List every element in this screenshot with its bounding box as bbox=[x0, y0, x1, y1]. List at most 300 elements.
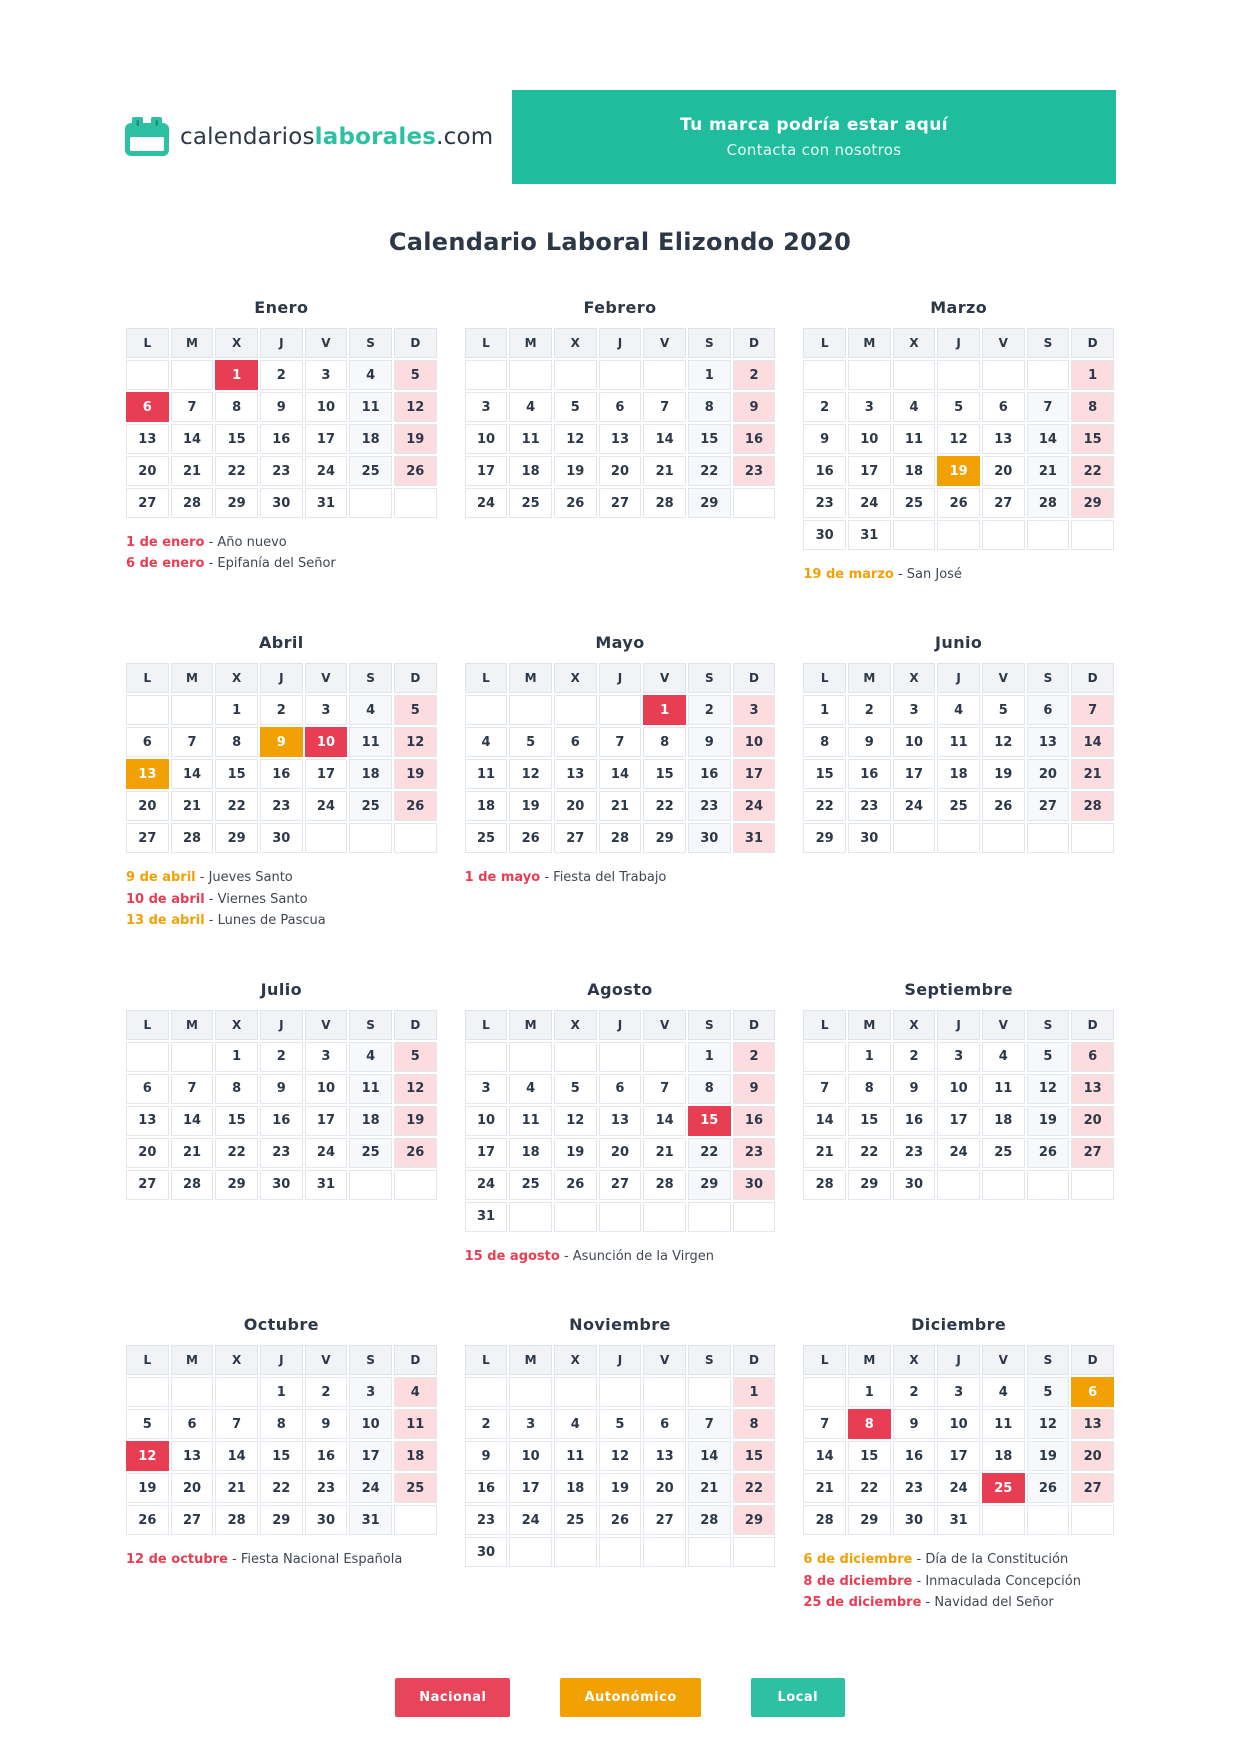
month-calendar bbox=[801, 326, 1116, 552]
weekday-header: M bbox=[848, 1345, 891, 1375]
day-cell: 1 bbox=[1071, 360, 1114, 390]
holiday-note bbox=[126, 889, 439, 910]
day-cell: 6 bbox=[982, 392, 1025, 422]
day-cell: 17 bbox=[937, 1106, 980, 1136]
day-cell: 28 bbox=[803, 1505, 846, 1535]
month-abril bbox=[124, 633, 439, 931]
day-cell: 14 bbox=[1071, 727, 1114, 757]
weekday-header: J bbox=[599, 663, 642, 693]
empty-cell bbox=[509, 1202, 552, 1232]
day-cell: 16 bbox=[893, 1106, 936, 1136]
empty-cell bbox=[599, 695, 642, 725]
holiday-note bbox=[126, 867, 439, 888]
weekday-header: J bbox=[937, 663, 980, 693]
weekday-header: V bbox=[982, 328, 1025, 358]
day-cell: 31 bbox=[848, 520, 891, 550]
day-cell: 23 bbox=[848, 791, 891, 821]
day-cell: 25 bbox=[554, 1505, 597, 1535]
weekday-header: M bbox=[848, 1010, 891, 1040]
weekday-header: L bbox=[803, 1010, 846, 1040]
empty-cell bbox=[893, 360, 936, 390]
weekday-header: S bbox=[1027, 663, 1070, 693]
weekday-header: D bbox=[1071, 328, 1114, 358]
day-cell: 11 bbox=[893, 424, 936, 454]
day-cell: 24 bbox=[465, 488, 508, 518]
day-cell: 8 bbox=[803, 727, 846, 757]
day-cell: 1 bbox=[215, 360, 258, 390]
day-cell: 4 bbox=[509, 392, 552, 422]
day-cell: 26 bbox=[599, 1505, 642, 1535]
day-cell: 18 bbox=[982, 1441, 1025, 1471]
day-cell: 16 bbox=[260, 1106, 303, 1136]
empty-cell bbox=[509, 695, 552, 725]
page bbox=[124, 90, 1116, 1717]
day-cell: 21 bbox=[643, 456, 686, 486]
empty-cell bbox=[305, 823, 348, 853]
month-title: Noviembre bbox=[569, 1315, 671, 1335]
month-calendar bbox=[124, 661, 439, 855]
weekday-header: V bbox=[643, 1345, 686, 1375]
day-cell: 28 bbox=[215, 1505, 258, 1535]
ad-banner-headline: Tu marca podría estar aquí bbox=[680, 115, 948, 135]
day-cell: 13 bbox=[126, 424, 169, 454]
empty-cell bbox=[688, 1537, 731, 1567]
day-cell: 30 bbox=[260, 1170, 303, 1200]
weekday-header: S bbox=[688, 1345, 731, 1375]
holiday-note bbox=[465, 867, 778, 888]
day-cell: 28 bbox=[1027, 488, 1070, 518]
day-cell: 31 bbox=[349, 1505, 392, 1535]
day-cell: 21 bbox=[1071, 759, 1114, 789]
empty-cell bbox=[171, 695, 214, 725]
day-cell: 4 bbox=[349, 360, 392, 390]
day-cell: 19 bbox=[509, 791, 552, 821]
month-title: Julio bbox=[260, 979, 302, 999]
weekday-header: L bbox=[803, 328, 846, 358]
day-cell: 28 bbox=[599, 823, 642, 853]
day-cell: 10 bbox=[937, 1074, 980, 1104]
weekday-header: L bbox=[126, 1345, 169, 1375]
empty-cell bbox=[937, 823, 980, 853]
day-cell: 5 bbox=[394, 695, 437, 725]
day-cell: 29 bbox=[215, 823, 258, 853]
day-cell: 2 bbox=[465, 1409, 508, 1439]
day-cell: 29 bbox=[803, 823, 846, 853]
weekday-header: S bbox=[688, 328, 731, 358]
weekday-header: X bbox=[893, 1345, 936, 1375]
day-cell: 15 bbox=[643, 759, 686, 789]
day-cell: 11 bbox=[509, 1106, 552, 1136]
day-cell: 19 bbox=[599, 1473, 642, 1503]
weekday-header: X bbox=[554, 663, 597, 693]
empty-cell bbox=[1071, 520, 1114, 550]
day-cell: 18 bbox=[982, 1106, 1025, 1136]
day-cell: 3 bbox=[733, 695, 776, 725]
weekday-header: X bbox=[215, 328, 258, 358]
day-cell: 27 bbox=[171, 1505, 214, 1535]
day-cell: 2 bbox=[260, 1042, 303, 1072]
day-cell: 11 bbox=[554, 1441, 597, 1471]
empty-cell bbox=[982, 823, 1025, 853]
holiday-note bbox=[126, 910, 439, 931]
day-cell: 1 bbox=[848, 1042, 891, 1072]
holiday-notes bbox=[801, 564, 1116, 585]
weekday-header: X bbox=[215, 1345, 258, 1375]
weekday-header: L bbox=[465, 663, 508, 693]
holiday-notes bbox=[463, 1246, 778, 1267]
empty-cell bbox=[688, 1202, 731, 1232]
month-octubre bbox=[124, 1315, 439, 1570]
day-cell: 24 bbox=[848, 488, 891, 518]
day-cell: 27 bbox=[643, 1505, 686, 1535]
day-cell: 14 bbox=[688, 1441, 731, 1471]
weekday-header: J bbox=[260, 328, 303, 358]
day-cell: 1 bbox=[215, 695, 258, 725]
holiday-notes bbox=[124, 1549, 439, 1570]
legend-local-button[interactable]: Local bbox=[751, 1678, 845, 1717]
holiday-note bbox=[465, 1246, 778, 1267]
holiday-note-text: - Asunción de la Virgen bbox=[559, 1248, 714, 1264]
empty-cell bbox=[599, 1537, 642, 1567]
month-junio bbox=[801, 633, 1116, 855]
day-cell: 13 bbox=[599, 1106, 642, 1136]
day-cell: 20 bbox=[1071, 1441, 1114, 1471]
weekday-header: J bbox=[260, 1345, 303, 1375]
day-cell: 13 bbox=[982, 424, 1025, 454]
empty-cell bbox=[554, 1042, 597, 1072]
holiday-note bbox=[803, 1549, 1116, 1570]
day-cell: 3 bbox=[305, 360, 348, 390]
day-cell: 15 bbox=[803, 759, 846, 789]
day-cell: 6 bbox=[126, 1074, 169, 1104]
day-cell: 5 bbox=[554, 392, 597, 422]
holiday-note-date: 1 de enero bbox=[126, 535, 205, 550]
day-cell: 14 bbox=[803, 1106, 846, 1136]
month-febrero bbox=[463, 298, 778, 520]
day-cell: 21 bbox=[215, 1473, 258, 1503]
day-cell: 27 bbox=[1027, 791, 1070, 821]
day-cell: 30 bbox=[688, 823, 731, 853]
day-cell: 8 bbox=[848, 1409, 891, 1439]
day-cell: 8 bbox=[1071, 392, 1114, 422]
day-cell: 12 bbox=[554, 424, 597, 454]
day-cell: 4 bbox=[394, 1377, 437, 1407]
weekday-header: S bbox=[1027, 1345, 1070, 1375]
day-cell: 7 bbox=[599, 727, 642, 757]
month-title: Mayo bbox=[595, 633, 645, 653]
day-cell: 15 bbox=[1071, 424, 1114, 454]
holiday-note-text: - Jueves Santo bbox=[195, 870, 293, 886]
day-cell: 1 bbox=[803, 695, 846, 725]
calendar-logo-icon bbox=[124, 117, 170, 157]
day-cell: 25 bbox=[349, 791, 392, 821]
day-cell: 19 bbox=[1027, 1441, 1070, 1471]
day-cell: 25 bbox=[349, 456, 392, 486]
day-cell: 27 bbox=[599, 488, 642, 518]
empty-cell bbox=[349, 488, 392, 518]
month-title: Marzo bbox=[930, 298, 988, 317]
day-cell: 7 bbox=[803, 1409, 846, 1439]
day-cell: 17 bbox=[465, 1138, 508, 1168]
page-title: Calendario Laboral Elizondo 2020 bbox=[388, 228, 852, 256]
day-cell: 2 bbox=[688, 695, 731, 725]
day-cell: 27 bbox=[126, 823, 169, 853]
month-enero bbox=[124, 298, 439, 575]
weekday-header: S bbox=[349, 328, 392, 358]
ad-banner-contact-link[interactable]: Contacta con nosotros bbox=[726, 141, 902, 159]
day-cell: 13 bbox=[126, 759, 169, 789]
empty-cell bbox=[394, 1505, 437, 1535]
day-cell: 14 bbox=[171, 1106, 214, 1136]
day-cell: 14 bbox=[1027, 424, 1070, 454]
day-cell: 2 bbox=[733, 360, 776, 390]
day-cell: 28 bbox=[643, 488, 686, 518]
empty-cell bbox=[554, 695, 597, 725]
holiday-note bbox=[126, 532, 439, 553]
day-cell: 18 bbox=[349, 424, 392, 454]
day-cell: 18 bbox=[509, 456, 552, 486]
empty-cell bbox=[937, 520, 980, 550]
logo-prefix: calendarios bbox=[180, 124, 315, 150]
holiday-note-text: - Navidad del Señor bbox=[921, 1595, 1054, 1611]
day-cell: 12 bbox=[394, 1074, 437, 1104]
day-cell: 15 bbox=[260, 1441, 303, 1471]
day-cell: 23 bbox=[260, 791, 303, 821]
day-cell: 7 bbox=[171, 1074, 214, 1104]
day-cell: 2 bbox=[893, 1377, 936, 1407]
day-cell: 30 bbox=[305, 1505, 348, 1535]
day-cell: 5 bbox=[126, 1409, 169, 1439]
day-cell: 12 bbox=[394, 727, 437, 757]
day-cell: 27 bbox=[554, 823, 597, 853]
day-cell: 2 bbox=[305, 1377, 348, 1407]
day-cell: 19 bbox=[394, 1106, 437, 1136]
day-cell: 29 bbox=[688, 1170, 731, 1200]
day-cell: 30 bbox=[848, 823, 891, 853]
day-cell: 23 bbox=[803, 488, 846, 518]
weekday-header: L bbox=[126, 663, 169, 693]
day-cell: 21 bbox=[171, 456, 214, 486]
day-cell: 22 bbox=[848, 1473, 891, 1503]
day-cell: 14 bbox=[803, 1441, 846, 1471]
day-cell: 26 bbox=[394, 1138, 437, 1168]
day-cell: 18 bbox=[937, 759, 980, 789]
day-cell: 24 bbox=[937, 1138, 980, 1168]
empty-cell bbox=[126, 1042, 169, 1072]
weekday-header: L bbox=[126, 1010, 169, 1040]
month-title: Agosto bbox=[587, 979, 653, 999]
empty-cell bbox=[643, 1537, 686, 1567]
month-title: Junio bbox=[935, 633, 983, 653]
empty-cell bbox=[509, 1377, 552, 1407]
day-cell: 4 bbox=[554, 1409, 597, 1439]
day-cell: 11 bbox=[349, 727, 392, 757]
day-cell: 5 bbox=[1027, 1042, 1070, 1072]
weekday-header: S bbox=[349, 1345, 392, 1375]
weekday-header: D bbox=[1071, 1345, 1114, 1375]
day-cell: 25 bbox=[937, 791, 980, 821]
day-cell: 13 bbox=[126, 1106, 169, 1136]
day-cell: 19 bbox=[126, 1473, 169, 1503]
day-cell: 13 bbox=[1027, 727, 1070, 757]
day-cell: 31 bbox=[305, 488, 348, 518]
day-cell: 27 bbox=[982, 488, 1025, 518]
day-cell: 6 bbox=[1071, 1042, 1114, 1072]
day-cell: 1 bbox=[688, 1042, 731, 1072]
day-cell: 31 bbox=[305, 1170, 348, 1200]
weekday-header: D bbox=[394, 663, 437, 693]
day-cell: 26 bbox=[1027, 1138, 1070, 1168]
day-cell: 25 bbox=[349, 1138, 392, 1168]
weekday-header: M bbox=[171, 1010, 214, 1040]
day-cell: 22 bbox=[215, 791, 258, 821]
day-cell: 26 bbox=[554, 1170, 597, 1200]
weekday-header: D bbox=[394, 1345, 437, 1375]
empty-cell bbox=[465, 1042, 508, 1072]
day-cell: 26 bbox=[554, 488, 597, 518]
day-cell: 24 bbox=[465, 1170, 508, 1200]
day-cell: 16 bbox=[260, 424, 303, 454]
month-calendar bbox=[463, 1343, 778, 1569]
weekday-header: X bbox=[554, 1010, 597, 1040]
day-cell: 30 bbox=[893, 1505, 936, 1535]
day-cell: 21 bbox=[643, 1138, 686, 1168]
month-title: Septiembre bbox=[904, 979, 1013, 999]
top-bar bbox=[124, 90, 1116, 184]
day-cell: 22 bbox=[848, 1138, 891, 1168]
empty-cell bbox=[1071, 823, 1114, 853]
day-cell: 20 bbox=[599, 456, 642, 486]
weekday-header: M bbox=[171, 1345, 214, 1375]
day-cell: 9 bbox=[260, 727, 303, 757]
weekday-header: M bbox=[171, 663, 214, 693]
day-cell: 6 bbox=[599, 1074, 642, 1104]
month-title: Enero bbox=[254, 298, 309, 317]
day-cell: 13 bbox=[171, 1441, 214, 1471]
day-cell: 4 bbox=[982, 1377, 1025, 1407]
day-cell: 17 bbox=[305, 1106, 348, 1136]
empty-cell bbox=[643, 360, 686, 390]
day-cell: 6 bbox=[599, 392, 642, 422]
day-cell: 24 bbox=[349, 1473, 392, 1503]
day-cell: 20 bbox=[1071, 1106, 1114, 1136]
day-cell: 6 bbox=[171, 1409, 214, 1439]
holiday-note-text: - Viernes Santo bbox=[204, 891, 308, 907]
day-cell: 9 bbox=[688, 727, 731, 757]
empty-cell bbox=[126, 1377, 169, 1407]
day-cell: 21 bbox=[803, 1138, 846, 1168]
month-agosto bbox=[463, 980, 778, 1267]
day-cell: 15 bbox=[733, 1441, 776, 1471]
day-cell: 9 bbox=[893, 1074, 936, 1104]
day-cell: 19 bbox=[394, 424, 437, 454]
day-cell: 4 bbox=[509, 1074, 552, 1104]
day-cell: 19 bbox=[554, 1138, 597, 1168]
holiday-note-date: 13 de abril bbox=[126, 913, 205, 929]
day-cell: 29 bbox=[215, 1170, 258, 1200]
empty-cell bbox=[1071, 1170, 1114, 1200]
day-cell: 10 bbox=[305, 727, 348, 757]
month-calendar bbox=[124, 1343, 439, 1537]
month-mayo bbox=[463, 633, 778, 888]
day-cell: 25 bbox=[982, 1473, 1025, 1503]
month-noviembre bbox=[463, 1315, 778, 1569]
day-cell: 21 bbox=[688, 1473, 731, 1503]
day-cell: 25 bbox=[982, 1138, 1025, 1168]
day-cell: 13 bbox=[1071, 1074, 1114, 1104]
day-cell: 22 bbox=[260, 1473, 303, 1503]
day-cell: 15 bbox=[688, 424, 731, 454]
day-cell: 2 bbox=[893, 1042, 936, 1072]
day-cell: 28 bbox=[171, 488, 214, 518]
day-cell: 11 bbox=[349, 392, 392, 422]
day-cell: 12 bbox=[1027, 1074, 1070, 1104]
weekday-header: S bbox=[349, 1010, 392, 1040]
weekday-header: D bbox=[733, 1345, 776, 1375]
legend-regional-button[interactable]: Autonómico bbox=[560, 1678, 700, 1717]
empty-cell bbox=[465, 695, 508, 725]
empty-cell bbox=[982, 1505, 1025, 1535]
empty-cell bbox=[599, 1202, 642, 1232]
day-cell: 13 bbox=[1071, 1409, 1114, 1439]
day-cell: 24 bbox=[305, 456, 348, 486]
weekday-header: L bbox=[465, 328, 508, 358]
day-cell: 17 bbox=[305, 424, 348, 454]
empty-cell bbox=[171, 1377, 214, 1407]
day-cell: 21 bbox=[171, 1138, 214, 1168]
weekday-header: J bbox=[599, 1010, 642, 1040]
ad-banner[interactable] bbox=[512, 90, 1116, 184]
weekday-header: X bbox=[554, 1345, 597, 1375]
legend-national-button[interactable]: Nacional bbox=[395, 1678, 510, 1717]
day-cell: 31 bbox=[937, 1505, 980, 1535]
day-cell: 24 bbox=[305, 791, 348, 821]
empty-cell bbox=[599, 1377, 642, 1407]
day-cell: 18 bbox=[394, 1441, 437, 1471]
weekday-header: X bbox=[893, 1010, 936, 1040]
day-cell: 16 bbox=[733, 1106, 776, 1136]
day-cell: 5 bbox=[599, 1409, 642, 1439]
day-cell: 28 bbox=[171, 823, 214, 853]
empty-cell bbox=[349, 823, 392, 853]
holiday-note-date: 1 de mayo bbox=[464, 870, 541, 886]
weekday-header: V bbox=[982, 1345, 1025, 1375]
day-cell: 12 bbox=[599, 1441, 642, 1471]
day-cell: 18 bbox=[893, 456, 936, 486]
day-cell: 29 bbox=[848, 1170, 891, 1200]
day-cell: 17 bbox=[937, 1441, 980, 1471]
day-cell: 21 bbox=[599, 791, 642, 821]
day-cell: 18 bbox=[349, 1106, 392, 1136]
day-cell: 1 bbox=[260, 1377, 303, 1407]
day-cell: 22 bbox=[215, 456, 258, 486]
day-cell: 25 bbox=[509, 1170, 552, 1200]
weekday-header: L bbox=[126, 328, 169, 358]
site-logo[interactable] bbox=[124, 117, 493, 157]
day-cell: 7 bbox=[643, 392, 686, 422]
holiday-notes bbox=[463, 867, 778, 888]
weekday-header: J bbox=[260, 1010, 303, 1040]
day-cell: 13 bbox=[599, 424, 642, 454]
day-cell: 28 bbox=[643, 1170, 686, 1200]
day-cell: 29 bbox=[215, 488, 258, 518]
empty-cell bbox=[349, 1170, 392, 1200]
day-cell: 7 bbox=[215, 1409, 258, 1439]
logo-suffix: .com bbox=[436, 124, 494, 150]
day-cell: 12 bbox=[394, 392, 437, 422]
holiday-note-text: - Lunes de Pascua bbox=[204, 913, 326, 929]
weekday-header: L bbox=[465, 1010, 508, 1040]
